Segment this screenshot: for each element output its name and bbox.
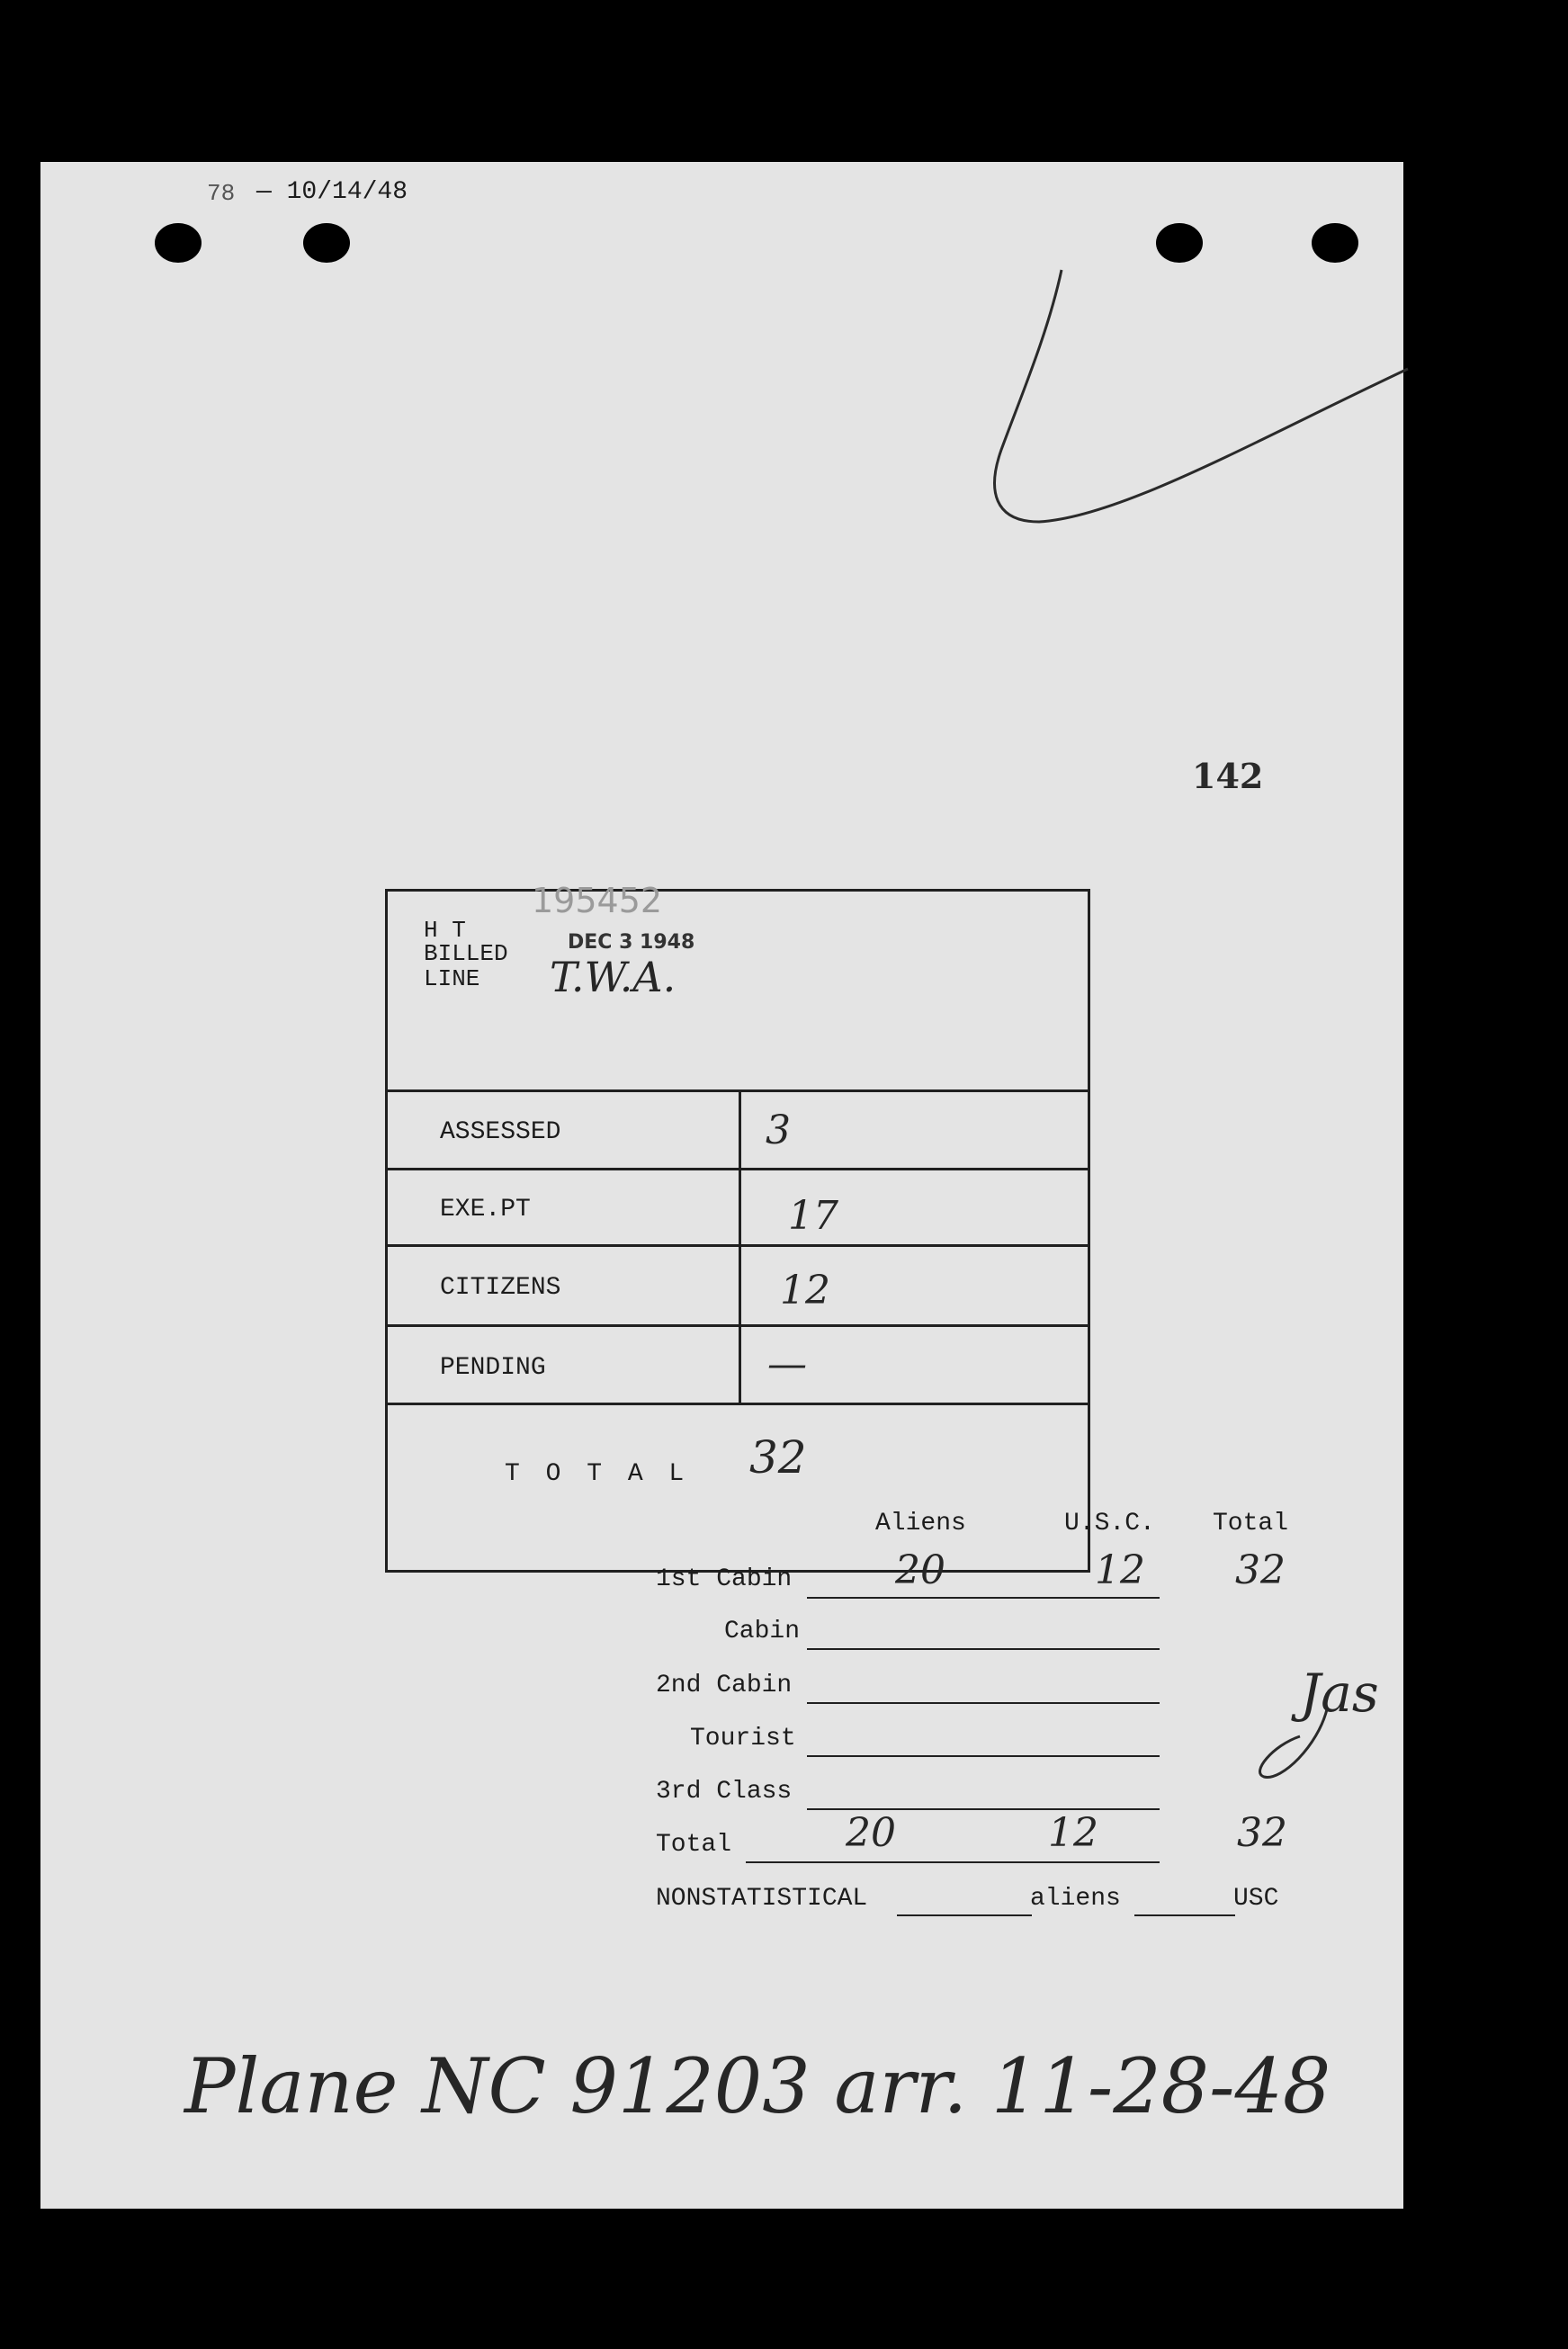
- stamp-row-value: —: [767, 1341, 807, 1387]
- summary-row-underline: [807, 1702, 1160, 1704]
- stamp-divider: [388, 1089, 1088, 1092]
- punch-hole: [155, 223, 202, 263]
- column-header-aliens: Aliens: [875, 1510, 966, 1538]
- summary-row-label: Tourist: [690, 1725, 796, 1753]
- stamp-row-label: ASSESSED: [440, 1118, 561, 1146]
- stamp-row-value: 17: [788, 1193, 838, 1239]
- stamp-total-value: 32: [749, 1431, 807, 1484]
- stamp-serial: 195452: [532, 881, 663, 920]
- summary-row-label: 1st Cabin: [656, 1565, 793, 1593]
- stamp-row-label: EXE.PT: [440, 1196, 531, 1224]
- corner-code: 78: [207, 180, 236, 207]
- stamp-row-value: 3: [766, 1107, 791, 1153]
- nonstat-aliens-blank: [897, 1914, 1032, 1916]
- summary-row-label: Cabin: [724, 1618, 801, 1645]
- nonstat-aliens-label: aliens: [1030, 1885, 1121, 1913]
- summary-row-label: Total: [656, 1831, 732, 1859]
- stamp-total-label: T O T A L: [505, 1460, 690, 1488]
- summary-usc-value: 12: [1048, 1810, 1098, 1856]
- nonstat-label: NONSTATISTICAL: [656, 1885, 868, 1913]
- stamp-line-label: LINE: [424, 965, 480, 992]
- check-mark-icon: [940, 261, 1426, 549]
- stamp-billed-date: DEC 3 1948: [568, 931, 695, 954]
- stamp-divider: [388, 1244, 1088, 1247]
- summary-aliens-value: 20: [846, 1810, 896, 1856]
- page-number: 142: [1192, 756, 1264, 796]
- summary-aliens-value: 20: [895, 1547, 945, 1593]
- summary-row-label: 2nd Cabin: [656, 1672, 793, 1699]
- punch-hole: [1312, 223, 1358, 263]
- stamp-billed-label: BILLED: [424, 940, 508, 967]
- stamp-ht-label: H T: [424, 917, 466, 944]
- reviewer-initials: Jas: [1300, 1663, 1379, 1724]
- stamp-row-value: 12: [780, 1268, 830, 1313]
- nonstat-usc-blank: [1134, 1914, 1235, 1916]
- summary-row-underline: [746, 1861, 1160, 1863]
- summary-usc-value: 12: [1095, 1547, 1145, 1593]
- stamp-line-value: T.W.A.: [550, 953, 676, 1001]
- stamp-row-label: CITIZENS: [440, 1274, 561, 1302]
- stamp-box: [385, 881, 1090, 1573]
- stamp-divider: [388, 1324, 1088, 1327]
- summary-row-underline: [807, 1648, 1160, 1650]
- stamp-column-divider: [739, 1089, 741, 1403]
- punch-hole: [1156, 223, 1203, 263]
- footer-note: Plane NC 91203 arr. 11-28-48: [184, 2042, 1331, 2130]
- column-header-total: Total: [1213, 1510, 1289, 1538]
- stamp-divider: [388, 1403, 1088, 1405]
- column-header-usc: U.S.C.: [1064, 1510, 1155, 1538]
- summary-row-underline: [807, 1597, 1160, 1599]
- initials-flourish-icon: [1246, 1691, 1354, 1799]
- nonstat-usc-label: USC: [1233, 1885, 1279, 1913]
- stamp-row-label: PENDING: [440, 1354, 546, 1382]
- summary-total-value: 32: [1235, 1547, 1286, 1593]
- summary-row-underline: [807, 1755, 1160, 1757]
- summary-row-label: 3rd Class: [656, 1778, 793, 1806]
- document-page: [40, 162, 1403, 2209]
- stamp-divider: [388, 1168, 1088, 1170]
- header-date: — 10/14/48: [256, 178, 408, 206]
- punch-hole: [303, 223, 350, 263]
- summary-total-value: 32: [1237, 1810, 1287, 1856]
